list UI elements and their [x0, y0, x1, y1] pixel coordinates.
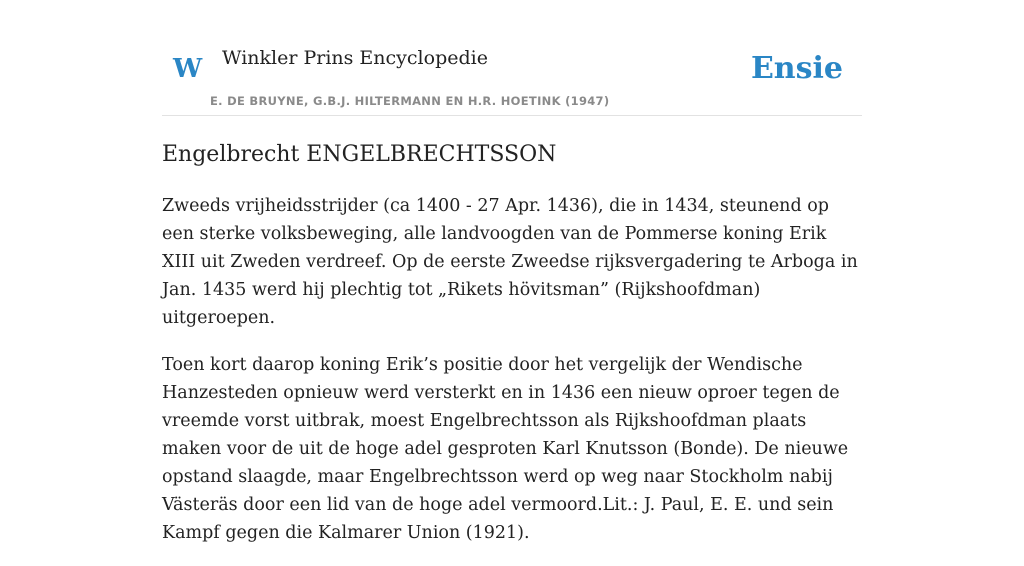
- article-title: Engelbrecht ENGELBRECHTSSON: [162, 142, 557, 167]
- page: [162, 0, 862, 543]
- article-paragraph: Toen kort daarop koning Erik’s positie door het vergelijk der Wendische Hanzesteden opnieuw werd versterkt en in 1436 een nieuw oproer tegen de vreemde vorst uitbrak, moest Engelbrechtsson als Rijkshoofdman plaats maken voor de uit de hoge adel gesproten Karl Knutsson (Bonde). De nieuwe opstand slaagde, maar Engelbrechtsson werd op weg naar Stockholm nabij Västeräs door een lid van de hoge adel vermoord.Lit.: J. Paul, E. E. und sein Kampf gegen die Kalmarer Union (1921).: [162, 355, 849, 543]
- publication-title[interactable]: Winkler Prins Encyclopedie: [222, 47, 488, 69]
- publication-authors: E. DE BRUYNE, G.B.J. HILTERMANN EN H.R. HOETINK (1947): [210, 94, 610, 108]
- site-header: [162, 0, 862, 116]
- ensie-brand-logo[interactable]: Ensie: [750, 51, 843, 86]
- article-paragraph: Zweeds vrijheidsstrijder (ca 1400 - 27 Apr. 1436), die in 1434, steunend op een sterke volksbeweging, alle landvoogden van de Pommerse koning Erik XIII uit Zweden verdreef. Op de eerste Zweedse rijksvergadering te Arboga in Jan. 1435 werd hij plechtig tot „Rikets hövitsman” (Rijkshoofdman) uitgeroepen.: [162, 196, 858, 328]
- article-body: [162, 192, 862, 566]
- winkler-prins-logo-icon[interactable]: W: [173, 54, 203, 84]
